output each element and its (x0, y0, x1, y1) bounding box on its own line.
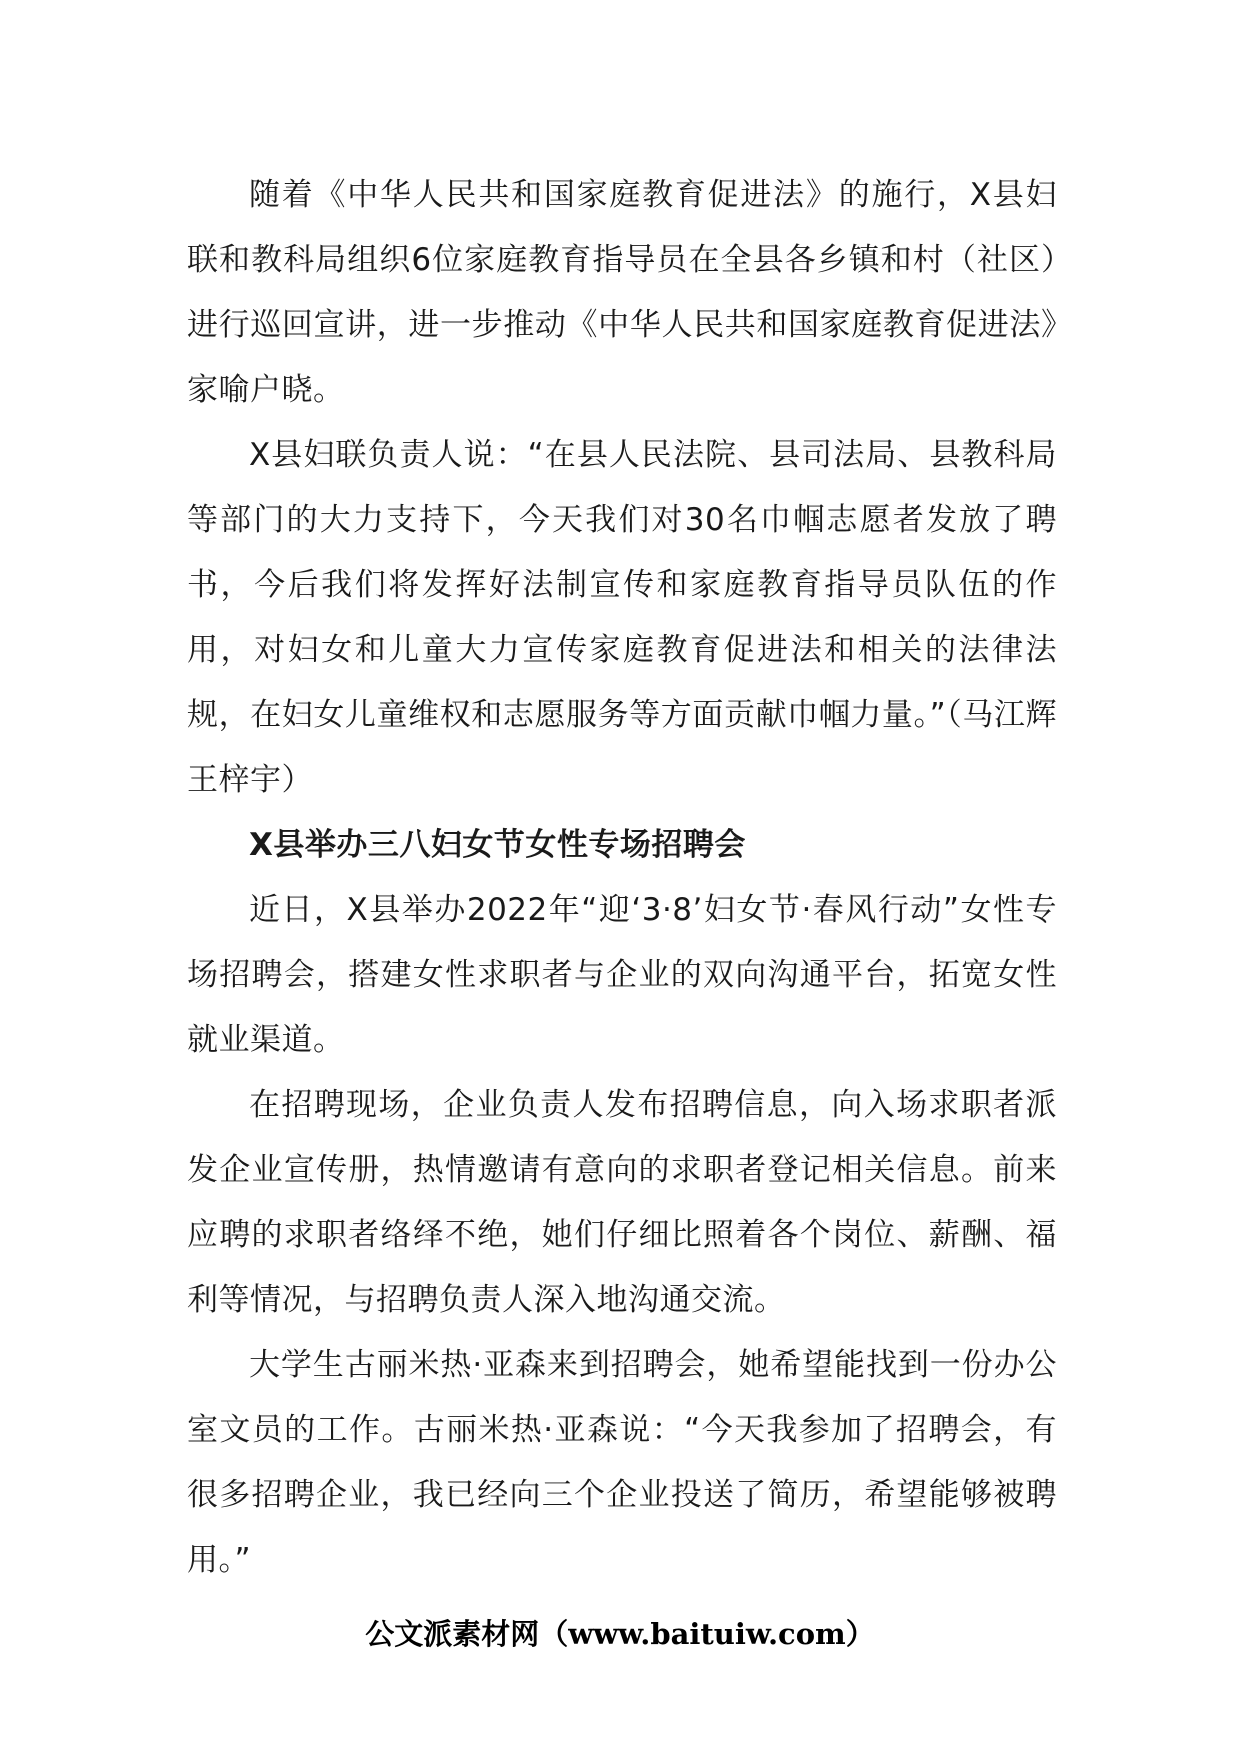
paragraph: 在招聘现场，企业负责人发布招聘信息，向入场求职者派发企业宣传册，热情邀请有意向的求职者登记相关信息。前来应聘的求职者络绎不绝，她们仔细比照着各个岗位、薪酬、福利等情况，与招聘负责人深入地沟通交流。 (187, 1087, 1057, 1318)
footer-watermark: 公文派素材网（www.baituiw.com） (365, 1617, 875, 1651)
paragraph: 随着《中华人民共和国家庭教育促进法》的施行，X县妇联和教科局组织6位家庭教育指导员在全县各乡镇和村（社区）进行巡回宣讲，进一步推动《中华人民共和国家庭教育促进法》家喻户晓。 (187, 177, 1057, 408)
paragraph: X县妇联负责人说：“在县人民法院、县司法局、县教科局等部门的大力支持下，今天我们对30名巾帼志愿者发放了聘书，今后我们将发挥好法制宣传和家庭教育指导员队伍的作用，对妇女和儿童大力宣传家庭教育促进法和相关的法律法规，在妇女儿童维权和志愿服务等方面贡献巾帼力量。”（马江辉 王梓宇） (187, 437, 1057, 798)
paragraph: 大学生古丽米热·亚森来到招聘会，她希望能找到一份办公室文员的工作。古丽米热·亚森说：“今天我参加了招聘会，有很多招聘企业，我已经向三个企业投送了简历，希望能够被聘用。” (187, 1347, 1057, 1578)
paragraph: 近日，X县举办2022年“迎‘3·8’妇女节·春风行动”女性专场招聘会，搭建女性求职者与企业的双向沟通平台，拓宽女性就业渠道。 (187, 892, 1057, 1058)
section-heading: X县举办三八妇女节女性专场招聘会 (249, 827, 746, 863)
document-body (187, 163, 1057, 1593)
